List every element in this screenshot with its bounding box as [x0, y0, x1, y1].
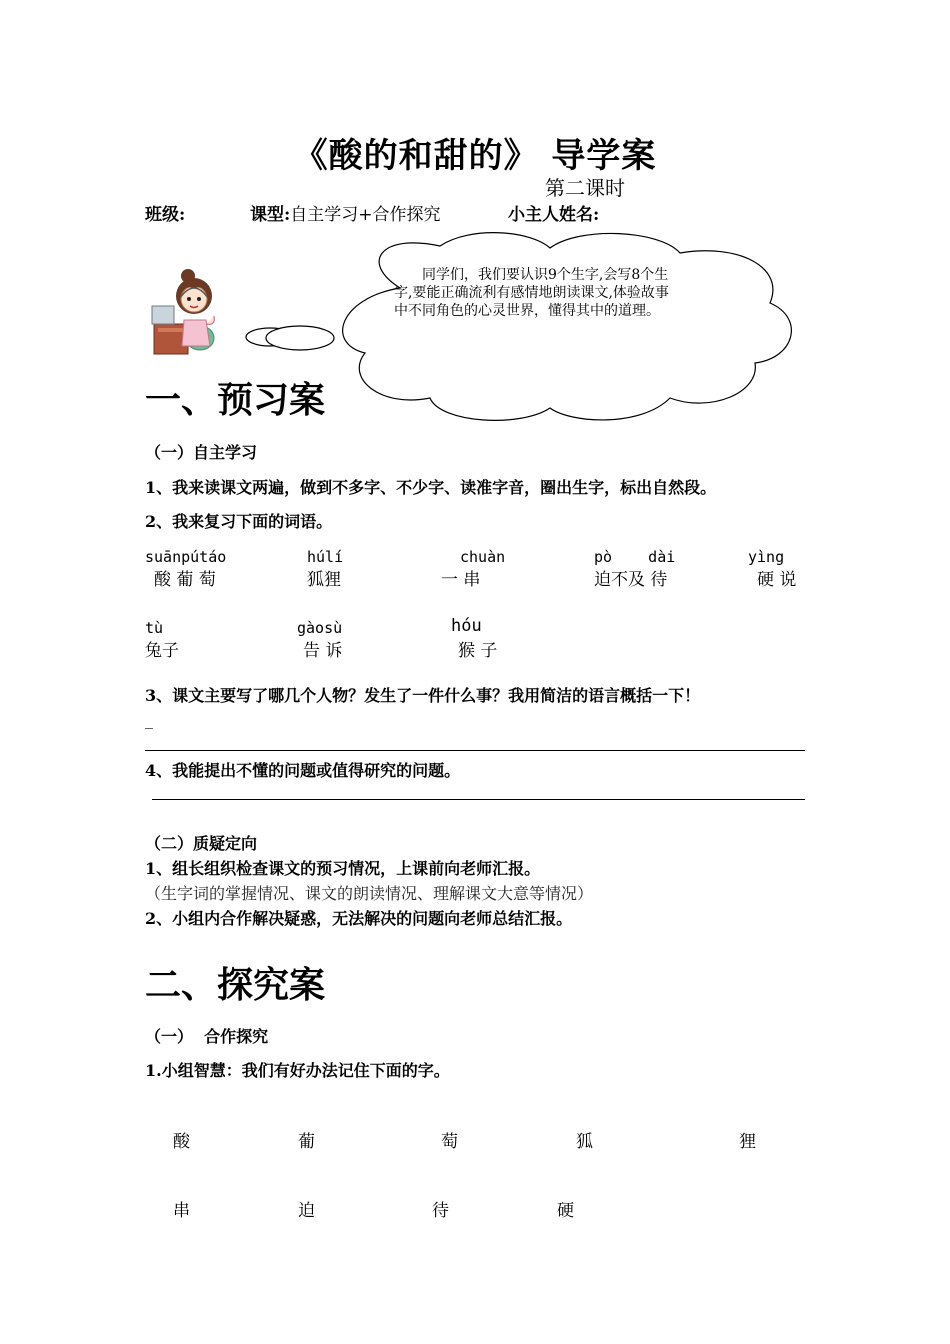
- cooperative-inquiry-heading: （一） 合作探究: [145, 1027, 269, 1046]
- answer-mark: _: [145, 710, 153, 729]
- char-item: 萄: [441, 1132, 458, 1152]
- owner-name-label: 小主人姓名:: [508, 205, 600, 225]
- char-item: 硬: [557, 1201, 574, 1221]
- word-pinyin: suānpútáo: [145, 548, 227, 566]
- char-item: 狐: [576, 1132, 593, 1152]
- answer-line: [145, 750, 805, 751]
- question-orientation-heading: （二）质疑定向: [145, 834, 258, 853]
- word-pinyin: pò dài: [594, 548, 676, 566]
- word-pinyin: chuàn: [460, 548, 506, 566]
- char-item: 葡: [298, 1132, 315, 1152]
- word-pinyin: yìng: [748, 548, 785, 566]
- word-pinyin: tù: [145, 619, 164, 637]
- word-pinyin: hóu: [451, 616, 482, 636]
- orientation-item-1: 1、组长组织检查课文的预习情况，上课前向老师汇报。: [145, 859, 541, 878]
- word-hanzi: 硬 说: [757, 570, 797, 590]
- word-pinyin: húlí: [307, 548, 344, 566]
- explore-question-1: 1.小组智慧：我们有好办法记住下面的字。: [145, 1061, 450, 1080]
- section-explore-title: 二、探究案: [145, 964, 326, 1006]
- orientation-item-2: 2、小组内合作解决疑惑，无法解决的问题向老师总结汇报。: [145, 909, 573, 928]
- lesson-type: [250, 200, 441, 225]
- lesson-type-label: 课型:: [250, 205, 291, 225]
- preview-question-1: 1、我来读课文两遍，做到不多字、不少字、读准字音，圈出生字，标出自然段。: [145, 478, 717, 497]
- lesson-subtitle: 第二课时: [545, 176, 625, 200]
- word-hanzi: 兔子: [145, 641, 179, 661]
- word-hanzi: 酸 葡 萄: [154, 570, 216, 590]
- class-label: 班级:: [145, 205, 186, 225]
- word-hanzi: 猴 子: [458, 641, 498, 661]
- answer-line: [152, 799, 805, 800]
- word-hanzi: 迫不及 待: [594, 570, 668, 590]
- self-study-heading: （一）自主学习: [145, 443, 258, 462]
- char-item: 酸: [173, 1132, 190, 1152]
- word-hanzi: 一 串: [441, 570, 481, 590]
- char-item: 狸: [739, 1132, 756, 1152]
- section-preview-title: 一、预习案: [145, 379, 326, 421]
- word-hanzi: 告 诉: [303, 641, 343, 661]
- orientation-note: （生字词的掌握情况、课文的朗读情况、理解课文大意等情况）: [145, 884, 594, 903]
- preview-question-3: 3、课文主要写了哪几个人物？发生了一件什么事？我用简洁的语言概括一下！: [145, 686, 701, 705]
- page-title: 《酸的和甜的》 导学案: [293, 136, 657, 176]
- preview-question-2: 2、我来复习下面的词语。: [145, 512, 333, 531]
- char-item: 待: [432, 1201, 449, 1221]
- student-girl-illustration: [148, 268, 228, 358]
- preview-question-4: 4、我能提出不懂的问题或值得研究的问题。: [145, 761, 461, 780]
- word-pinyin: gàosù: [297, 619, 343, 637]
- intro-bubble-text: 同学们，我们要认识9个生字,会写8个生字,要能正确流利有感情地朗读课文,体验故事中不同角色的心灵世界，懂得其中的道理。: [394, 267, 669, 319]
- char-item: 串: [173, 1201, 190, 1221]
- word-hanzi: 狐狸: [307, 570, 341, 590]
- char-item: 迫: [298, 1201, 315, 1221]
- lesson-type-value: 自主学习+合作探究: [290, 205, 441, 225]
